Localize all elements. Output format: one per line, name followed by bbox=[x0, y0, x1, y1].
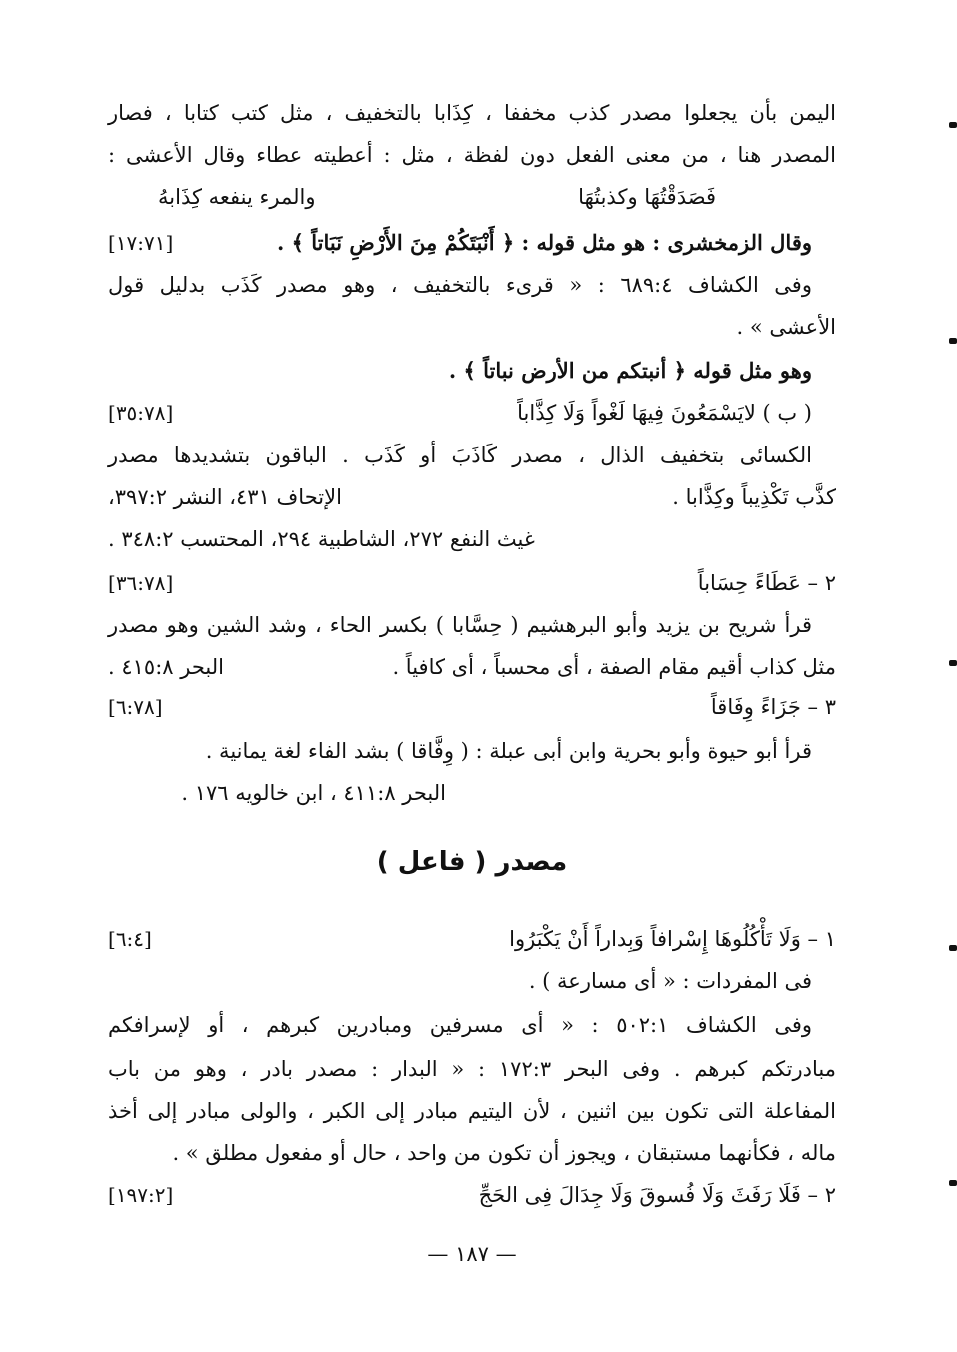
item-3-text: ٣ – جَزَاءً وِفَاقاً bbox=[710, 695, 836, 719]
item-s1-text: ١ – وَلَا تَأْكُلُوهَا إِسْرافاً وَبِداراً أَنْ يَكْبَرُوا bbox=[509, 927, 836, 951]
mithl-line: وهو مثل قوله ﴿ أنبتكم من الأرض نباتاً ﴾ . bbox=[448, 358, 812, 383]
zamakhshari-text: وقال الزمخشرى : هو مثل قوله : ﴿ أَنْبَتَكُمْ مِنَ الأَرْضِ نَبَاتاً ﴾ . bbox=[277, 230, 812, 255]
margin-mark bbox=[949, 122, 957, 128]
para-line-4: ماله ، فكأنهما مستبقان ، ويجوز أن تكون من واحد ، حال أو مفعول مطلق » . bbox=[172, 1141, 836, 1165]
poem-hemistich-right: فَصَدَقْتُهَا وكذبتُهَا bbox=[578, 185, 716, 209]
verse-reference: [١٧:٧١] bbox=[108, 231, 174, 255]
verse-reference: [١٩٧:٢] bbox=[108, 1183, 174, 1207]
item-b-line bbox=[108, 392, 836, 434]
ghayth-line bbox=[108, 518, 836, 560]
para-line-2: مبادرتكم كبرهم . وفى البحر ١٧٢:٣ : « البدار : مصدر بادر ، وهو من باب bbox=[108, 1057, 836, 1081]
verse-reference: [٦:٤] bbox=[108, 927, 152, 951]
margin-mark bbox=[949, 1180, 957, 1186]
item-s1-line bbox=[108, 918, 836, 960]
kashshaf-line-2: الأعشى » . bbox=[736, 315, 836, 339]
haywa-line: قرأ أبو حيوة وأبو بحرية وابن أبى عبلة : ( وِفَّاقا ) بشد الفاء لغة يمانية . bbox=[205, 739, 812, 763]
margin-mark bbox=[949, 660, 957, 666]
item-2-text: ٢ – عَطَاءً حِسَاباً bbox=[697, 571, 836, 595]
item-b-text: ( ب ) لايَسْمَعُونَ فِيهَا لَغْواً وَلَا كِذَّاباً bbox=[517, 401, 812, 425]
item-s2-line bbox=[108, 1174, 836, 1216]
margin-mark bbox=[949, 338, 957, 344]
section-heading: مصدر ( فاعل ) bbox=[376, 847, 568, 877]
page-number: — ١٨٧ — bbox=[427, 1242, 517, 1266]
citation: غيث النفع ٢٧٢، الشاطبية ٢٩٤، المحتسب ٣٤٨:٢ . bbox=[108, 527, 535, 551]
para-line-3: المفاعلة التى تكون بين اثنين ، لأن اليتيم مبادر إلى الكبر ، والولى مبادر إلى أخذ bbox=[108, 1099, 836, 1123]
verse-reference: [٣٥:٧٨] bbox=[108, 401, 174, 425]
verse-reference: [٦:٧٨] bbox=[108, 695, 163, 719]
bahr-line bbox=[108, 772, 836, 814]
kisai-line-1: الكسائى بتخفيف الذال ، مصدر كَاذَبَ أو كَذَب . الباقون بتشديدها مصدر bbox=[108, 443, 812, 467]
verse-reference: [٣٦:٧٨] bbox=[108, 571, 174, 595]
poem-verse bbox=[108, 176, 836, 218]
shurayh-text: مثل كذاب أقيم مقام الصفة ، أى محسباً ، أى كافياً . bbox=[392, 655, 836, 679]
zamakhshari-line bbox=[108, 222, 836, 264]
item-2-line bbox=[108, 562, 836, 604]
document-page bbox=[108, 92, 836, 1322]
shurayh-line-2 bbox=[108, 646, 836, 688]
text-line-1: اليمن بأن يجعلوا مصدر كذب مخففا ، كِذَابا بالتخفيف ، مثل كتب كتابا ، فصار bbox=[108, 101, 836, 125]
margin-mark bbox=[949, 945, 957, 951]
shurayh-line-1: قرأ شريح بن يزيد وأبو البرهشيم ( حِسَّابا ) بكسر الحاء ، وشد الشين وهو مصدر bbox=[108, 613, 812, 637]
kisai-text: كذَّب تَكْذِيباً وكِذَّابا . bbox=[672, 485, 836, 509]
text-line-2: المصدر هنا ، من معنى الفعل دون لفظة ، مثل : أعطيته عطاء وقال الأعشى : bbox=[108, 143, 836, 167]
item-3-line bbox=[108, 686, 836, 728]
citation: البحر ٤١١:٨ ، ابن خالويه ١٧٦ . bbox=[181, 781, 446, 805]
citation: الإتحاف ٤٣١، النشر ٣٩٧:٢، bbox=[108, 485, 342, 509]
kashshaf-line-1: وفى الكشاف ٦٨٩:٤ : « قرىء بالتخفيف ، وهو مصدر كَذَب بدليل قول bbox=[108, 273, 812, 297]
mufradat-line: فى المفردات : « أى مسارعة ) . bbox=[528, 969, 812, 993]
poem-hemistich-left: والمرء ينفعه كِذَابهُ bbox=[158, 185, 316, 209]
citation: البحر ٤١٥:٨ . bbox=[108, 655, 224, 679]
item-s2-text: ٢ – فَلَا رَفَثَ وَلَا فُسوقَ وَلَا جِدَالَ فِى الحَجِّ bbox=[478, 1183, 836, 1207]
para-line-1: وفى الكشاف ٥٠٢:١ : « أى مسرفين ومبادرين كبرهم ، أو لإسرافكم bbox=[108, 1013, 812, 1037]
kisai-line-2 bbox=[108, 476, 836, 518]
